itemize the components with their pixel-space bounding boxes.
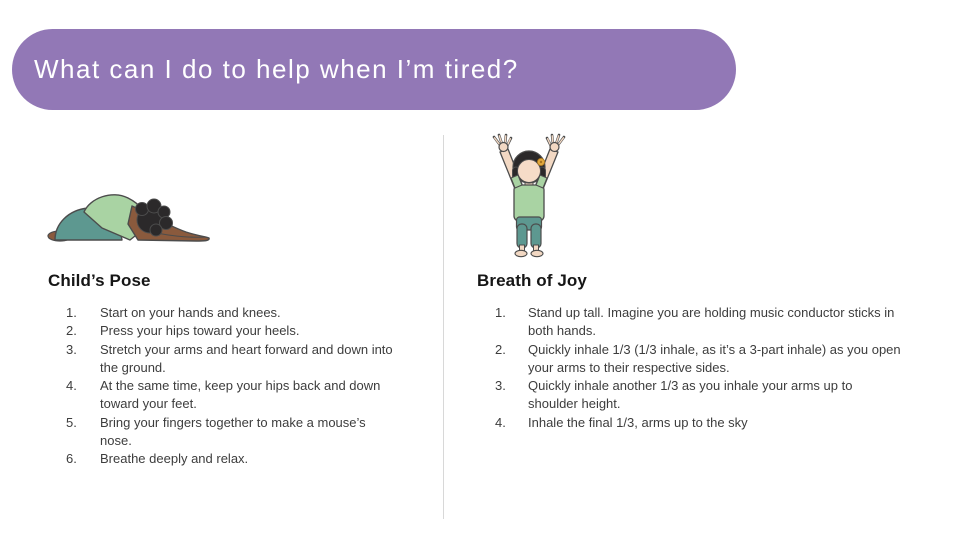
list-item-number: 5.	[66, 414, 77, 430]
list-item-number: 3.	[66, 341, 77, 357]
list-item	[477, 341, 901, 378]
list-item-text: At the same time, keep your hips back and down toward your feet.	[100, 378, 381, 412]
list-item	[48, 414, 400, 451]
list-item-number: 2.	[495, 341, 506, 357]
list-item-text: Inhale the final 1/3, arms up to the sky	[528, 414, 748, 430]
list-item	[48, 304, 400, 322]
list-item	[48, 450, 400, 468]
list-item-text: Start on your hands and knees.	[100, 305, 281, 320]
childs-pose-heading: Child’s Pose	[48, 271, 151, 290]
list-item	[48, 377, 400, 414]
breath-of-joy-illustration	[482, 131, 576, 259]
list-item-number: 3.	[495, 378, 506, 394]
list-item-text: Stretch your arms and heart forward and down into the ground.	[100, 341, 393, 375]
list-item-number: 4.	[66, 378, 77, 394]
list-item-number: 1.	[495, 305, 506, 320]
list-item-text: Quickly inhale 1/3 (1/3 inhale, as it’s a 3-part inhale) as you open your arms to their respective sides.	[528, 341, 901, 375]
list-item-text: Stand up tall. Imagine you are holding music conductor sticks in both hands.	[528, 305, 895, 339]
list-item	[48, 322, 400, 340]
list-item	[48, 341, 400, 378]
breath-of-joy-steps	[477, 304, 901, 432]
list-item	[477, 414, 901, 432]
list-item-text: Bring your fingers together to make a mouse’s nose.	[100, 414, 366, 449]
childs-pose-illustration	[46, 180, 214, 244]
list-item	[477, 304, 901, 341]
childs-pose-steps	[48, 304, 400, 469]
list-item	[477, 377, 901, 414]
breath-of-joy-heading: Breath of Joy	[477, 271, 587, 290]
list-item-number: 4.	[495, 414, 506, 430]
page-title: What can I do to help when I’m tired?	[34, 54, 519, 84]
column-divider	[443, 135, 444, 519]
title-banner	[12, 29, 736, 110]
list-item-text: Press your hips toward your heels.	[100, 323, 300, 339]
list-item-number: 1.	[66, 305, 77, 320]
list-item-number: 6.	[66, 451, 77, 467]
list-item-text: Quickly inhale another 1/3 as you inhale your arms up to shoulder height.	[528, 378, 853, 412]
list-item-text: Breathe deeply and relax.	[100, 451, 249, 467]
list-item-number: 2.	[66, 323, 77, 339]
